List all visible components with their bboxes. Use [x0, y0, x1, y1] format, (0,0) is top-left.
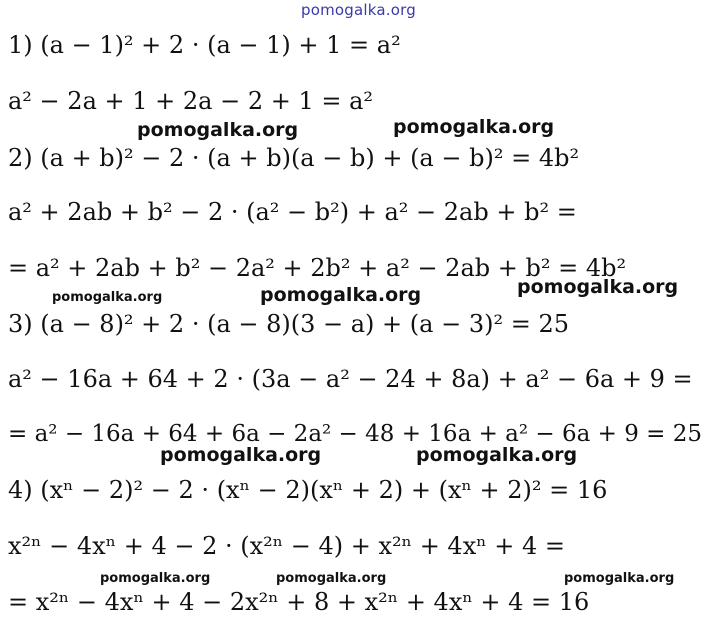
- watermark-text: pomogalka.org: [564, 571, 675, 586]
- watermark-text: pomogalka.org: [160, 444, 322, 466]
- equation-line-10: x²ⁿ − 4xⁿ + 4 − 2 · (x²ⁿ − 4) + x²ⁿ + 4xⁿ + 4 =: [8, 532, 565, 560]
- equation-line-3: 2) (a + b)² − 2 · (a + b)(a − b) + (a − b)² = 4b²: [8, 144, 580, 172]
- watermark-text: pomogalka.org: [517, 276, 679, 298]
- equation-line-9: 4) (xⁿ − 2)² − 2 · (xⁿ − 2)(xⁿ + 2) + (xⁿ + 2)² = 16: [8, 476, 608, 504]
- watermark-text: pomogalka.org: [416, 444, 578, 466]
- watermark-text: pomogalka.org: [137, 119, 299, 141]
- watermark-text: pomogalka.org: [276, 571, 387, 586]
- equation-line-5: = a² + 2ab + b² − 2a² + 2b² + a² − 2ab + b² = 4b²: [8, 254, 627, 282]
- site-header-watermark: pomogalka.org: [301, 1, 416, 19]
- watermark-text: pomogalka.org: [100, 571, 211, 586]
- watermark-text: pomogalka.org: [52, 290, 163, 305]
- equation-line-1: 1) (a − 1)² + 2 · (a − 1) + 1 = a²: [8, 31, 401, 59]
- equation-line-11: = x²ⁿ − 4xⁿ + 4 − 2x²ⁿ + 8 + x²ⁿ + 4xⁿ + 4 = 16: [8, 588, 590, 616]
- equation-line-6: 3) (a − 8)² + 2 · (a − 8)(3 − a) + (a − 3)² = 25: [8, 310, 569, 338]
- equation-line-4: a² + 2ab + b² − 2 · (a² − b²) + a² − 2ab + b² =: [8, 198, 577, 226]
- watermark-text: pomogalka.org: [393, 116, 555, 138]
- equation-line-7: a² − 16a + 64 + 2 · (3a − a² − 24 + 8a) + a² − 6a + 9 =: [8, 365, 693, 393]
- watermark-text: pomogalka.org: [260, 284, 422, 306]
- equation-line-8: = a² − 16a + 64 + 6a − 2a² − 48 + 16a + a² − 6a + 9 = 25: [8, 421, 703, 447]
- equation-line-2: a² − 2a + 1 + 2a − 2 + 1 = a²: [8, 87, 374, 115]
